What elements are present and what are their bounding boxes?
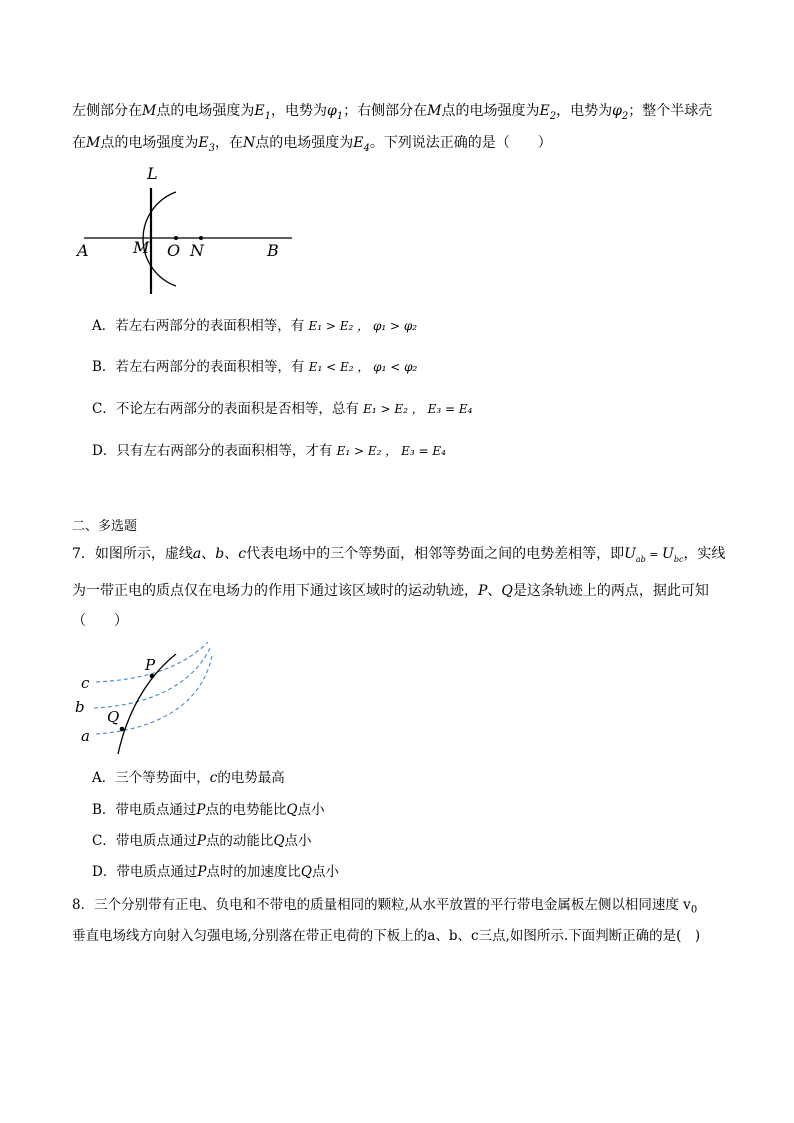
text: ；右侧部分在 (343, 103, 428, 119)
text: 。下列说法正确的是（ ） (369, 135, 552, 151)
text: ；整个半球壳 (628, 103, 713, 119)
text: 8．三个分别带有正电、负电和不带电的质量相同的颗粒,从水平放置的平行带电金属板左侧以相同速度 v (72, 897, 691, 913)
sub: ab (635, 554, 646, 564)
var: c (209, 770, 218, 786)
var-P: P (478, 583, 488, 599)
fig-label-a: a (81, 727, 90, 745)
option-text: 点小 (284, 833, 312, 849)
text: 、 (487, 583, 502, 599)
fig-label-Q: Q (107, 708, 120, 726)
option-text: 点小 (297, 802, 325, 818)
text: 7．如图所示，虚线 (72, 546, 193, 562)
text: 代表电场中的三个等势面，相邻等势面之间的电势差相等，即 (246, 546, 625, 562)
q7-option-d[interactable] (92, 863, 339, 881)
sub: 0 (690, 904, 698, 916)
option-math: E₁ < E₂ ， φ₁ < φ₂ (308, 360, 418, 374)
text: 在 (72, 135, 86, 151)
var-phi2: φ (612, 103, 622, 119)
sub: 2 (549, 110, 557, 122)
option-text: C．不论左右两部分的表面积是否相等，总有 (92, 401, 359, 417)
option-text: 点的电势能比 (205, 802, 287, 818)
text: ，电势为 (270, 103, 327, 119)
q7-text-line-3: （ ） (72, 613, 128, 629)
var-N: N (242, 135, 256, 151)
option-text: C．带电质点通过 (92, 833, 197, 849)
fig-label-b: b (75, 698, 85, 716)
option-math: E₁ > E₂ ， E₃ = E₄ (336, 444, 446, 458)
option-text: 点小 (312, 864, 339, 880)
text: ，电势为 (556, 103, 613, 119)
var-c: c (238, 546, 247, 562)
fig-label-A: A (77, 241, 89, 260)
q8-text-line-2: 垂直电场线方向射入匀强电场,分别落在带正电荷的下板上的a、b、c三点,如图所示.下面判断正确的是( ) (72, 928, 701, 944)
q6-option-d[interactable] (92, 442, 446, 460)
option-text: B．若左右两部分的表面积相等，有 (92, 359, 305, 375)
q7-option-c[interactable] (92, 832, 312, 850)
var-E4: E (353, 135, 364, 151)
var-a: a (192, 546, 202, 562)
q7-option-a[interactable] (92, 769, 285, 787)
q6-figure-hemisphere (70, 160, 310, 300)
option-math: E₁ > E₂ ， E₃ = E₄ (363, 402, 473, 416)
var: P (196, 833, 206, 849)
q6-text-line-2 (72, 134, 552, 158)
section-title: 二、多选题 (72, 519, 138, 534)
fig-label-B: B (267, 241, 279, 260)
text: 是这条轨迹上的两点，据此可知 (512, 583, 709, 599)
text: 点的电场强度为 (156, 103, 255, 119)
option-text: B．带电质点通过 (92, 802, 197, 818)
var-U: U (662, 546, 674, 562)
option-text: A．三个等势面中， (92, 770, 210, 786)
option-text: 的电势最高 (217, 770, 285, 786)
point-O (174, 236, 178, 240)
fig-label-c: c (81, 674, 90, 692)
option-text: D．带电质点通过 (92, 864, 198, 880)
text: 点的电场强度为 (100, 135, 199, 151)
q8-text-line-1 (72, 896, 697, 920)
option-text: D．只有左右两部分的表面积相等，才有 (92, 443, 333, 459)
text: ，实线 (683, 546, 726, 562)
option-text: 点的动能比 (205, 833, 274, 849)
q6-text-line-1 (72, 102, 712, 126)
text: = (645, 548, 663, 561)
text: 点的电场强度为 (255, 135, 354, 151)
point-N (199, 236, 203, 240)
var-M: M (427, 103, 442, 119)
text: 点的电场强度为 (441, 103, 540, 119)
option-math: E₁ > E₂ ， φ₁ > φ₂ (308, 319, 418, 333)
fig-label-M: M (133, 238, 150, 257)
option-text: 点时的加速度比 (206, 864, 301, 880)
fig-label-N: N (190, 241, 204, 260)
var: P (196, 802, 206, 818)
fig-label-O: O (167, 241, 181, 260)
q7-text-line-1 (72, 545, 725, 569)
sub: 1 (264, 110, 271, 122)
sub: bc (673, 554, 684, 564)
var-M: M (142, 103, 157, 119)
text: 为一带正电的质点仅在电场力的作用下通过该区域时的运动轨迹， (72, 583, 478, 599)
text: 、 (224, 546, 239, 562)
var-phi1: φ (326, 103, 337, 119)
sub: 3 (208, 142, 215, 154)
q7-option-b[interactable] (92, 801, 325, 819)
var-U: U (624, 546, 636, 562)
fig-label-P: P (145, 656, 156, 674)
var: Q (273, 833, 285, 849)
var-M: M (86, 135, 101, 151)
var: Q (286, 802, 298, 818)
text: 、 (201, 546, 216, 562)
text: ，在 (214, 135, 243, 151)
q7-text-line-2 (72, 582, 709, 600)
q6-option-a[interactable] (92, 317, 417, 335)
option-text: A．若左右两部分的表面积相等，有 (92, 318, 305, 334)
var-E3: E (198, 135, 209, 151)
var-E1: E (254, 103, 265, 119)
var-b: b (215, 546, 225, 562)
text: 左侧部分在 (72, 103, 142, 119)
point-P (150, 674, 155, 679)
var-E2: E (539, 103, 550, 119)
fig-label-L: L (147, 164, 158, 183)
sub: 4 (363, 142, 370, 154)
q6-option-b[interactable] (92, 358, 417, 376)
point-Q (120, 727, 125, 732)
sub: 2 (621, 110, 629, 122)
var: Q (300, 864, 312, 880)
sub: 1 (336, 110, 344, 122)
q6-option-c[interactable] (92, 400, 472, 418)
var: P (197, 864, 207, 880)
var-Q: Q (501, 583, 513, 599)
